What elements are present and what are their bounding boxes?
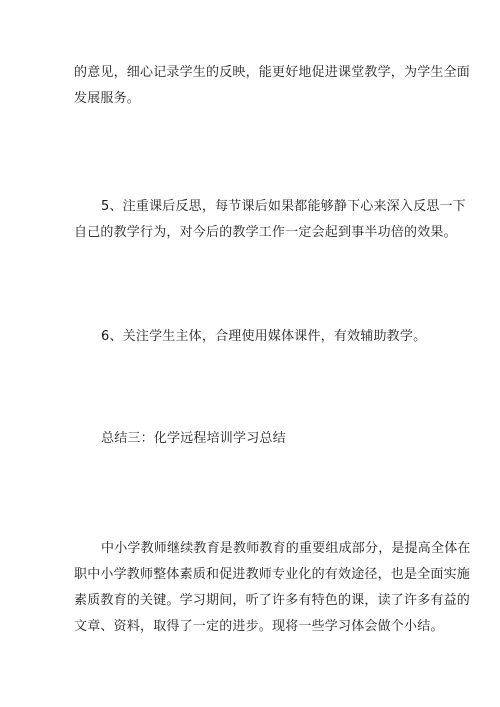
text-line: 发展服务。 <box>74 91 141 106</box>
text-line: 自己的教学行为，对今后的教学工作一定会起到事半功倍的效果。 <box>74 225 457 240</box>
text-line: 5、注重课后反思，每节课后如果都能够静下心来深入反思一下 <box>101 199 466 214</box>
paragraph-intro <box>74 536 471 640</box>
text-line: 素质教育的关键。学习期间，听了许多有特色的课，读了许多有益的 <box>74 593 471 608</box>
text-line: 总结三：化学远程培训学习总结 <box>101 431 286 446</box>
paragraph-continuation <box>74 60 471 112</box>
text-line: 6、关注学生主体，合理使用媒体课件，有效辅助教学。 <box>101 329 427 344</box>
text-line: 文章、资料，取得了一定的进步。现将一些学习体会做个小结。 <box>74 619 444 634</box>
text-line: 中小学教师继续教育是教师教育的重要组成部分，是提高全体在 <box>101 541 471 556</box>
paragraph-item-5 <box>74 194 466 246</box>
text-line: 职中小学教师整体素质和促进教师专业化的有效途径，也是全面实施 <box>74 567 471 582</box>
text-line: 的意见，细心记录学生的反映，能更好地促进课堂教学，为学生全面 <box>74 65 471 80</box>
section-heading <box>74 426 430 452</box>
paragraph-item-6 <box>74 324 430 350</box>
